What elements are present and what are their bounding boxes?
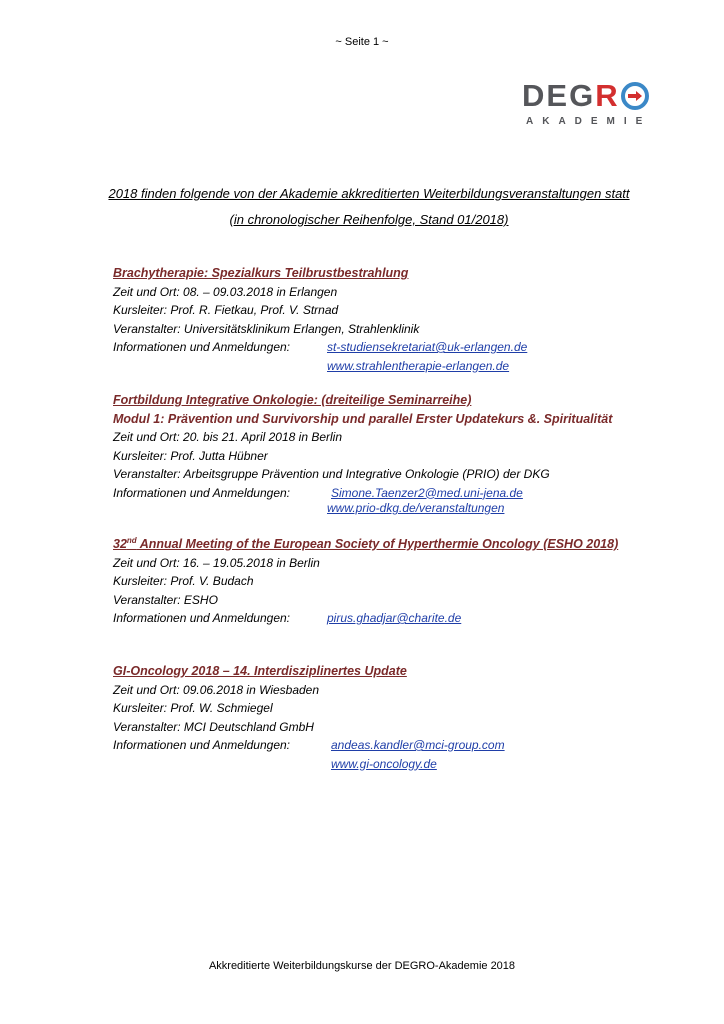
event-course-lead: Kursleiter: Prof. W. Schmiegel — [113, 701, 273, 715]
event-title-rest: Annual Meeting of the European Society of Hyperthermie Oncology (ESHO 2018) — [136, 537, 619, 551]
event-course-lead: Kursleiter: Prof. V. Budach — [113, 574, 254, 588]
event-website-link[interactable]: www.strahlentherapie-erlangen.de — [327, 358, 510, 373]
event-website-link[interactable]: www.prio-dkg.de/veranstaltungen — [327, 501, 505, 515]
event-time-place: Zeit und Ort: 16. – 19.05.2018 in Berlin — [113, 555, 320, 570]
event-organizer: Veranstalter: ESHO — [113, 592, 218, 607]
intro-heading: 2018 finden folgende von der Akademie akkreditierten Weiterbildungsveranstaltungen statt — [108, 186, 630, 201]
event-title-number: 32 — [113, 537, 127, 551]
event-title-ordinal: nd — [126, 535, 137, 545]
page-number: ~ Seite 1 ~ — [335, 36, 389, 48]
degro-akademie-logo — [522, 80, 672, 126]
logo-wordmark — [522, 80, 649, 112]
event-integrative-onkologie — [113, 391, 673, 518]
event-title: Brachytherapie: Spezialkurs Teilbrustbestrahlung — [113, 266, 409, 280]
event-email-link[interactable]: andeas.kandler@mci-group.com — [331, 738, 505, 752]
event-organizer: Veranstalter: Arbeitsgruppe Prävention und Integrative Onkologie (PRIO) der DKG — [113, 467, 550, 481]
event-website-link[interactable]: www.gi-oncology.de — [331, 756, 437, 771]
event-subtitle: Modul 1: Prävention und Survivorship und parallel Erster Updatekurs &. Spiritualität — [113, 411, 613, 426]
page-footer: Akkreditierte Weiterbildungskurse der DEGRO-Akademie 2018 — [208, 960, 516, 972]
event-time-place: Zeit und Ort: 09.06.2018 in Wiesbaden — [113, 682, 320, 697]
event-course-lead: Kursleiter: Prof. R. Fietkau, Prof. V. Strnad — [113, 303, 339, 317]
event-title: GI-Oncology 2018 – 14. Interdisziplinertes Update — [113, 664, 407, 678]
event-organizer: Veranstalter: Universitätsklinikum Erlangen, Strahlenklinik — [113, 321, 420, 336]
event-brachytherapie — [113, 264, 673, 375]
event-info-label: Informationen und Anmeldungen: — [113, 485, 291, 500]
intro-subheading: (in chronologischer Reihenfolge, Stand 01/2018) — [229, 212, 509, 227]
event-info-row — [113, 609, 673, 628]
logo-text-r: R — [595, 78, 620, 113]
event-organizer: Veranstalter: MCI Deutschland GmbH — [113, 719, 314, 734]
event-title — [113, 535, 673, 554]
event-email-link[interactable]: Simone.Taenzer2@med.uni-jena.de — [331, 485, 523, 500]
event-title: Fortbildung Integrative Onkologie: (dreiteilige Seminarreihe) — [113, 393, 472, 407]
event-info-label: Informationen und Anmeldungen: — [113, 611, 291, 625]
event-info-row-2 — [113, 499, 673, 518]
logo-text-deg: DEG — [522, 78, 596, 113]
event-time-place: Zeit und Ort: 08. – 09.03.2018 in Erlangen — [113, 284, 338, 299]
event-info-row — [113, 736, 673, 755]
logo-circle-arrow-icon — [621, 82, 649, 110]
logo-subtitle: AKADEMIE — [526, 116, 652, 127]
event-email-link[interactable]: pirus.ghadjar@charite.de — [327, 611, 462, 625]
event-info-label: Informationen und Anmeldungen: — [113, 738, 291, 752]
event-info-row-2 — [113, 755, 673, 774]
event-info-row — [113, 338, 673, 357]
event-info-label: Informationen und Anmeldungen: — [113, 340, 291, 354]
event-email-link[interactable]: st-studiensekretariat@uk-erlangen.de — [327, 340, 528, 354]
event-course-lead: Kursleiter: Prof. Jutta Hübner — [113, 448, 268, 463]
event-info-row-2 — [113, 357, 673, 376]
event-gi-oncology — [113, 662, 673, 773]
event-time-place: Zeit und Ort: 20. bis 21. April 2018 in Berlin — [113, 430, 343, 444]
event-esho-2018 — [113, 535, 673, 628]
